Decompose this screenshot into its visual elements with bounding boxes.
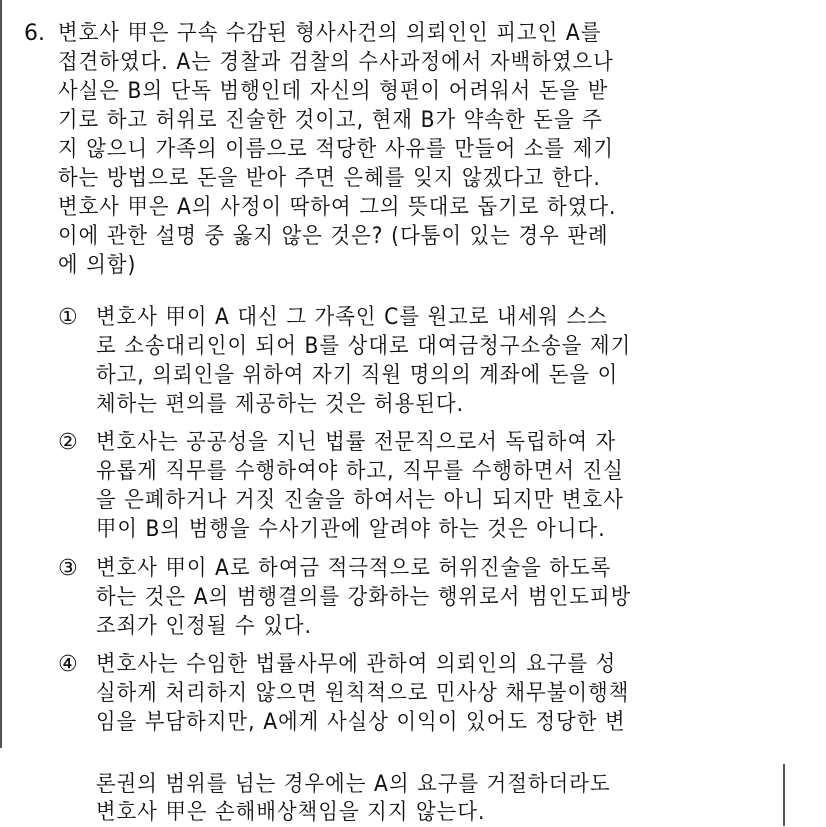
right-column-rule	[783, 764, 785, 826]
option-marker-1: ①	[58, 305, 78, 330]
option-line: 체하는 편의를 제공하는 것은 허용된다.	[96, 392, 465, 417]
option-line: 유롭게 직무를 수행하여야 하고, 직무를 수행하면서 진실	[96, 459, 624, 484]
stem-line: 지 않으니 가족의 이름으로 적당한 사유를 만들어 소를 제기	[58, 137, 615, 162]
option-line: 변호사 甲이 A 대신 그 가족인 C를 원고로 내세워 스스	[96, 305, 608, 330]
option-line: 하는 것은 A의 범행결의를 강화하는 행위로서 범인도피방	[96, 585, 632, 610]
stem-line: 접견하였다. A는 경찰과 검찰의 수사과정에서 자백하였으나	[58, 50, 614, 75]
option-line: 변호사는 수임한 법률사무에 관하여 의뢰인의 요구를 성	[96, 652, 617, 677]
question-number: 6.	[24, 21, 45, 46]
stem-line: 사실은 B의 단독 범행인데 자신의 형편이 어려워서 돈을 받	[58, 79, 609, 104]
stem-line: 하는 방법으로 돈을 받아 주면 은혜를 잊지 않겠다고 한다.	[58, 166, 601, 191]
option-line: 甲이 B의 범행을 수사기관에 알려야 하는 것은 아니다.	[96, 517, 606, 542]
option-line: 변호사 甲이 A로 하여금 적극적으로 허위진술을 하도록	[96, 556, 612, 581]
option-line: 임을 부담하지만, A에게 사실상 이익이 있어도 정당한 변	[96, 710, 626, 735]
option-line: 을 은폐하거나 거짓 진술을 하여서는 아니 되지만 변호사	[96, 488, 624, 513]
option-marker-3: ③	[58, 556, 78, 581]
left-column-rule	[0, 0, 2, 748]
stem-line: 기로 하고 허위로 진술한 것이고, 현재 B가 약속한 돈을 주	[58, 108, 603, 133]
option-line-continued: 변호사 甲은 손해배상책임을 지지 않는다.	[96, 800, 486, 825]
option-marker-4: ④	[58, 652, 78, 677]
stem-line: 변호사 甲은 구속 수감된 형사사건의 의뢰인인 피고인 A를	[58, 21, 602, 46]
stem-line: 에 의함)	[58, 253, 137, 278]
option-marker-2: ②	[58, 430, 78, 455]
stem-line: 이에 관한 설명 중 옳지 않은 것은? (다툼이 있는 경우 판례	[58, 224, 609, 249]
stem-line: 변호사 甲은 A의 사정이 딱하여 그의 뜻대로 돕기로 하였다.	[58, 195, 617, 220]
option-line: 조죄가 인정될 수 있다.	[96, 614, 313, 639]
option-line: 실하게 처리하지 않으면 원칙적으로 민사상 채무불이행책	[96, 681, 630, 706]
option-line: 변호사는 공공성을 지닌 법률 전문직으로서 독립하여 자	[96, 430, 617, 455]
option-line: 로 소송대리인이 되어 B를 상대로 대여금청구소송을 제기	[96, 334, 632, 359]
option-line: 하고, 의뢰인을 위하여 자기 직원 명의의 계좌에 돈을 이	[96, 363, 619, 388]
option-line-continued: 론권의 범위를 넘는 경우에는 A의 요구를 거절하더라도	[96, 772, 611, 797]
